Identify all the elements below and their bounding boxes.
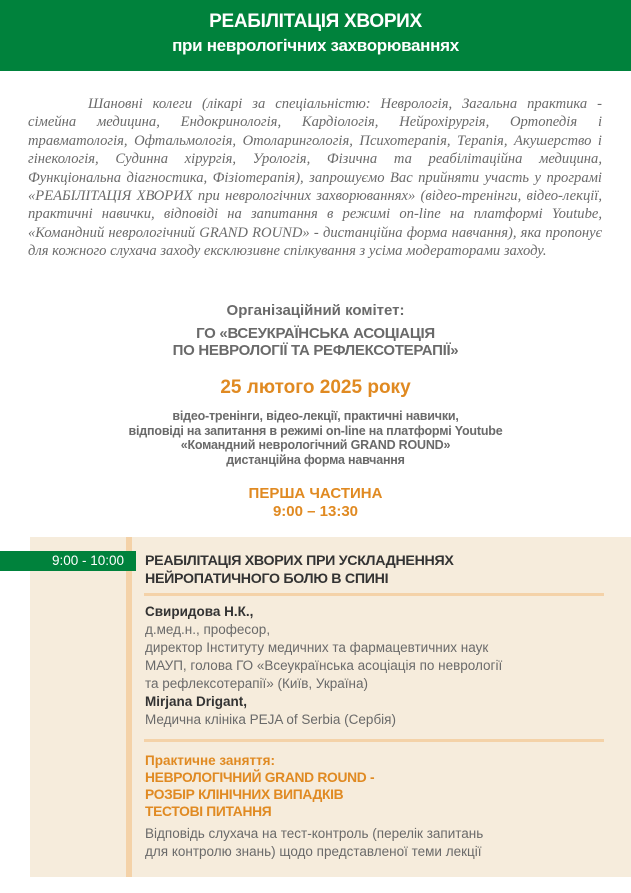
session-title-line: НЕЙРОПАТИЧНОГО БОЛЮ В СПИНІ	[145, 570, 389, 587]
practice-desc-line: для контролю знань) щодо представленої теми лекції	[145, 844, 482, 859]
speaker-name: Mirjana Drigant,	[145, 694, 248, 709]
speaker-detail: МАУП, голова ГО «Всеукраїнська асоціація по неврології	[145, 658, 503, 673]
format-line: відповіді на запитання в режимі on-line на платформі Youtube	[128, 423, 503, 438]
separator	[144, 593, 604, 596]
header-subtitle: при неврологічних захворюваннях	[172, 36, 459, 55]
speaker-detail: директор Інституту медичних та фармацевтичних наук	[145, 640, 489, 655]
speaker-name: Свиридова Н.К.,	[145, 604, 254, 619]
format-line: «Командний неврологічний GRAND ROUND»	[180, 438, 451, 452]
speaker-detail: Медична клініка PEJA of Serbia (Сербія)	[145, 712, 396, 727]
session-time-badge: 9:00 - 10:00	[0, 551, 136, 571]
practice-section	[145, 752, 605, 861]
practice-description	[145, 825, 605, 861]
part-title: ПЕРША ЧАСТИНА	[248, 485, 383, 502]
session-title-line: РЕАБІЛІТАЦІЯ ХВОРИХ ПРИ УСКЛАДНЕННЯХ	[145, 553, 454, 569]
practice-label: Практичне заняття:	[145, 753, 276, 768]
organizer-name-line: ПО НЕВРОЛОГІЇ ТА РЕФЛЕКСОТЕРАПІЇ»	[172, 342, 459, 359]
practice-desc-line: Відповідь слухача на тест-контроль (перелік запитань	[145, 826, 484, 841]
practice-title-line: РОЗБІР КЛІНІЧНИХ ВИПАДКІВ	[145, 787, 344, 802]
format-line: відео-тренінги, відео-лекції, практичні навички,	[172, 409, 459, 423]
practice-title-line: ТЕСТОВІ ПИТАННЯ	[145, 804, 272, 819]
event-date: 25 лютого 2025 року	[220, 377, 411, 398]
practice-titles	[145, 769, 605, 820]
format-line: дистанційна форма навчання	[226, 452, 405, 467]
intro-paragraph: Шановні колеги (лікарі за спеціальністю: Неврологія, Загальна практика - сімейна медицина, Ендокринологія, Кардіологія, Нейрохірургія, Ортопедія і травматологія, Офтальмологія, Отоларингологія, Психотерапія, Терапія, Акушерство і гінекологія, Судинна хірургія, Урологія, Фізична та реабілітаційна медицина, Функціональна діагностика, Фізіотерапія), запрошуємо Вас прийняти участь у програмі «РЕАБІЛІТАЦІЯ ХВОРИХ при неврологічних захворюваннях» (відео-тренінги, відео-лекції, практичні навички, відповіді на запитання в режимі on-line на платформі Youtube, «Командний неврологічний GRAND ROUND» - дистанційна форма навчання), яка пропонує для кожного слухача заходу ексклюзивне спілкування з усіма модераторами заходу.	[28, 96, 602, 260]
organizer-label: Організаційний комітет:	[226, 302, 405, 319]
separator	[144, 739, 604, 742]
session-divider-vertical	[126, 537, 132, 877]
organizer-name-line: ГО «ВСЕУКРАЇНСЬКА АСОЦІАЦІЯ	[196, 325, 435, 342]
header-title: РЕАБІЛІТАЦІЯ ХВОРИХ	[209, 11, 422, 32]
practice-title-line: НЕВРОЛОГІЧНИЙ GRAND ROUND -	[145, 770, 375, 785]
organizer-name	[0, 325, 631, 359]
speaker-detail: та рефлексотерапії» (Київ, Україна)	[145, 676, 368, 691]
page-header	[0, 0, 631, 71]
part-time: 9:00 – 13:30	[272, 503, 359, 520]
part-heading	[0, 485, 631, 521]
speakers-list	[145, 603, 605, 729]
speaker-detail: д.мед.н., професор,	[145, 622, 271, 637]
session-title	[145, 553, 605, 588]
event-formats	[0, 409, 631, 467]
